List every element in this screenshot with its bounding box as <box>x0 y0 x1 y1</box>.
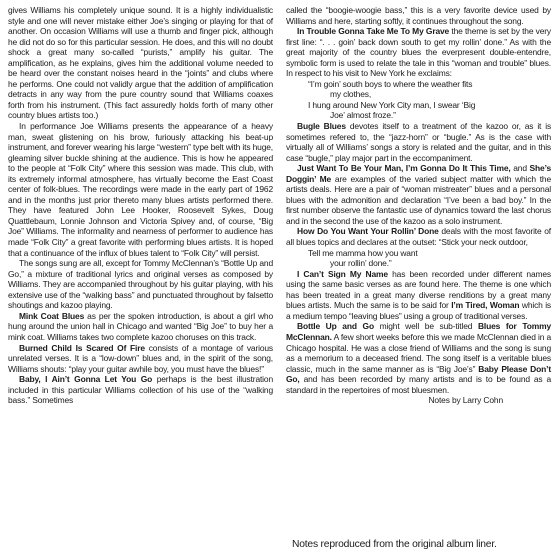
lyric-line: your rollin’ done.” <box>330 258 392 269</box>
paragraph <box>8 311 273 343</box>
song-description: as per the spoken introduction, is about a girl who hung around the union hall in Chicago and wanted “Big Joe” to buy her a mink coat. Williams takes two complete kazoo choruses on this track. <box>8 310 273 342</box>
left-column <box>8 5 273 406</box>
right-column <box>286 5 551 406</box>
song-title: Baby, I Ain’t Gonna Let You Go <box>19 374 153 385</box>
song-title: I’m Tired, Woman <box>451 300 520 311</box>
paragraph <box>286 26 551 79</box>
paragraph <box>8 374 273 406</box>
song-title: Mink Coat Blues <box>19 310 85 321</box>
song-title: Burned Child Is Scared Of Fire <box>19 342 145 353</box>
song-description: has been recorded under different names using the same basic verses as are found here. The theme is one which has been treated in a great many diverse renditions by a great many blues artists. Much the same is to be said for <box>286 268 552 311</box>
paragraph: gives Williams his completely unique sound. It is a highly individualistic style and one will never mistake either Joe’s singing or playing for that of another. On occasion Williams will use a thumb and finger pick, although he did not do so for this particular session. He does, and this will no doubt shock a great many so-called “purists,” amplify his guitar. The amplification, as he explains, gives him the additional volume needed to be heard over the constant noises heard in the “joints” and clubs where he performs. One could not validly argue that the addition of amplification detracts in any way from the pure country sound that Williams coaxes forth from his instrument. (This fact assuredly holds forth of many other country blues artists too.) <box>8 5 273 121</box>
song-title: She’s Doggin’ Me <box>286 163 551 184</box>
song-title: Just Want To Be Your Man, I’m Gonna Do It This Time, <box>297 163 511 174</box>
lyric-line: my clothes, <box>330 89 372 100</box>
paragraph <box>286 163 551 226</box>
paragraph <box>286 226 551 247</box>
song-description: which is a medium tempo “leaving blues” using a group of traditional verses. <box>286 300 551 321</box>
lyric-line: I hung around New York City man, I swear ‘Big <box>308 99 476 110</box>
lyric-quote <box>308 248 551 269</box>
lyric-line: “I’m goin’ south boys to where the weather fits <box>308 78 473 89</box>
song-description: might well be sub-titled <box>373 321 478 332</box>
song-description: deals with the most favorite of all blues topics and declares at the outset: “Stick your neck outdoor, <box>286 226 551 248</box>
song-title: Bugle Blues <box>297 121 346 132</box>
song-title: Blues for Tommy McClennan. <box>286 321 551 342</box>
song-title: Baby Please Don’t Go, <box>286 363 551 385</box>
song-title: Bottle Up and Go <box>297 321 374 332</box>
lyric-line: Joe’ almost froze.” <box>330 110 396 121</box>
song-description: devotes itself to a treatment of the kazoo or, as it is sometimes refered to, the “jazz-horn” or “bugle.” As is the case with virtually all of Williams’ songs a story is related and the guitar, and in this case “bugle,” play major part in the eccompaniment. <box>286 121 552 163</box>
paragraph <box>286 121 551 163</box>
song-title: I Can’t Sign My Name <box>297 268 388 279</box>
song-title: How Do You Want Your Rollin’ Done <box>297 226 439 237</box>
paragraph: In performance Joe Williams presents the appearance of a heavy man, sweat glistening on his brow, furiously attacking his beat-up instrument, and forever wearing his large “western” type belt with its huge, gleaming silver buckle shining at the audience. This is how he appeared to the people at “Folk City” where this session was made. This club, with its extremely informal atmosphere, has virtually become the East Coast center of folk-blues. The recordings were made in the early part of 1962 and in the months just prior thereto many blues artists performed there. They have featured John Lee Hooker, Roosevelt Sykes, Doug Quattlebaum, Lonnie Johnson and Victoria Spivey and, of course, “Big Joe” Williams. The informality and nearness of performer to audience has made “Folk City” a great favorite with performing blues artists. It is hoped that a continuance of the influx of blues talent to “Folk City” will persist. <box>8 121 273 258</box>
paragraph: called the “boogie-woogie bass,” this is a very favorite device used by Williams and here, starting softly, it continues throughout the song. <box>286 5 551 26</box>
song-description: and has been recorded by many artists and is to be found as a standard in the repertoires of most bluesmen. <box>286 374 551 395</box>
paragraph <box>8 343 273 375</box>
paragraph: The songs sung are all, except for Tommy McClennan’s “Bottle Up and Go,” a mixture of traditional lyrics and original verses as composed by Williams. They are accompanied throughout by his guitar playing, with his extensive use of the “walking bass” and punctuated throughout by falsetto shoutings and kazoo playing. <box>8 258 273 311</box>
song-description: perhaps is the best illustration included in this particular Williams collection of his use of the “walking bass.” Sometimes <box>8 374 273 406</box>
reproduction-note: Notes reproduced from the original album liner. <box>292 539 497 550</box>
song-description: the theme is set by the very first line: “. . . goin’ back down south to get my rollin’ done.” As with the great majority of the country blues the everpresent double-entendre, symbolic form is used to relate the tale in this “woman and trouble” blues. In respect to his visit to New York he exclaims: <box>286 26 551 79</box>
song-description: and <box>510 163 530 174</box>
song-title: In Trouble Gonna Take Me To My Grave <box>297 26 450 37</box>
lyric-quote <box>308 79 551 121</box>
song-description: A few short weeks before this we made McClennan died in a Chicago hospital. He was a close friend of Williams and the song is sung as a memorium to a deceased friend. The song itself is a veritable blues classic, much in the same manner as is “Big Joe’s” <box>286 331 551 374</box>
song-description: consists of a montage of various unrelated verses. It is a “low-down” blues and, in the spirit of the song, Williams shouts: “play your guitar awhile boy, you must have the blues!” <box>8 342 273 374</box>
paragraph <box>286 269 551 322</box>
lyric-line: Tell me mamma how you want <box>308 247 418 258</box>
paragraph <box>286 321 551 395</box>
song-description: are examples of the varied subject matter with which the artists deals. Here are a pair of “woman mistreater” blues and a personal blues with the admonition and declaration “I’ve been a bad boy.” In the first number observe the fantastic use of dynamics toward the last chorus and in the second the use of the kazoo as a solo instrument. <box>286 173 551 226</box>
author-signature: Notes by Larry Cohn <box>428 395 503 406</box>
